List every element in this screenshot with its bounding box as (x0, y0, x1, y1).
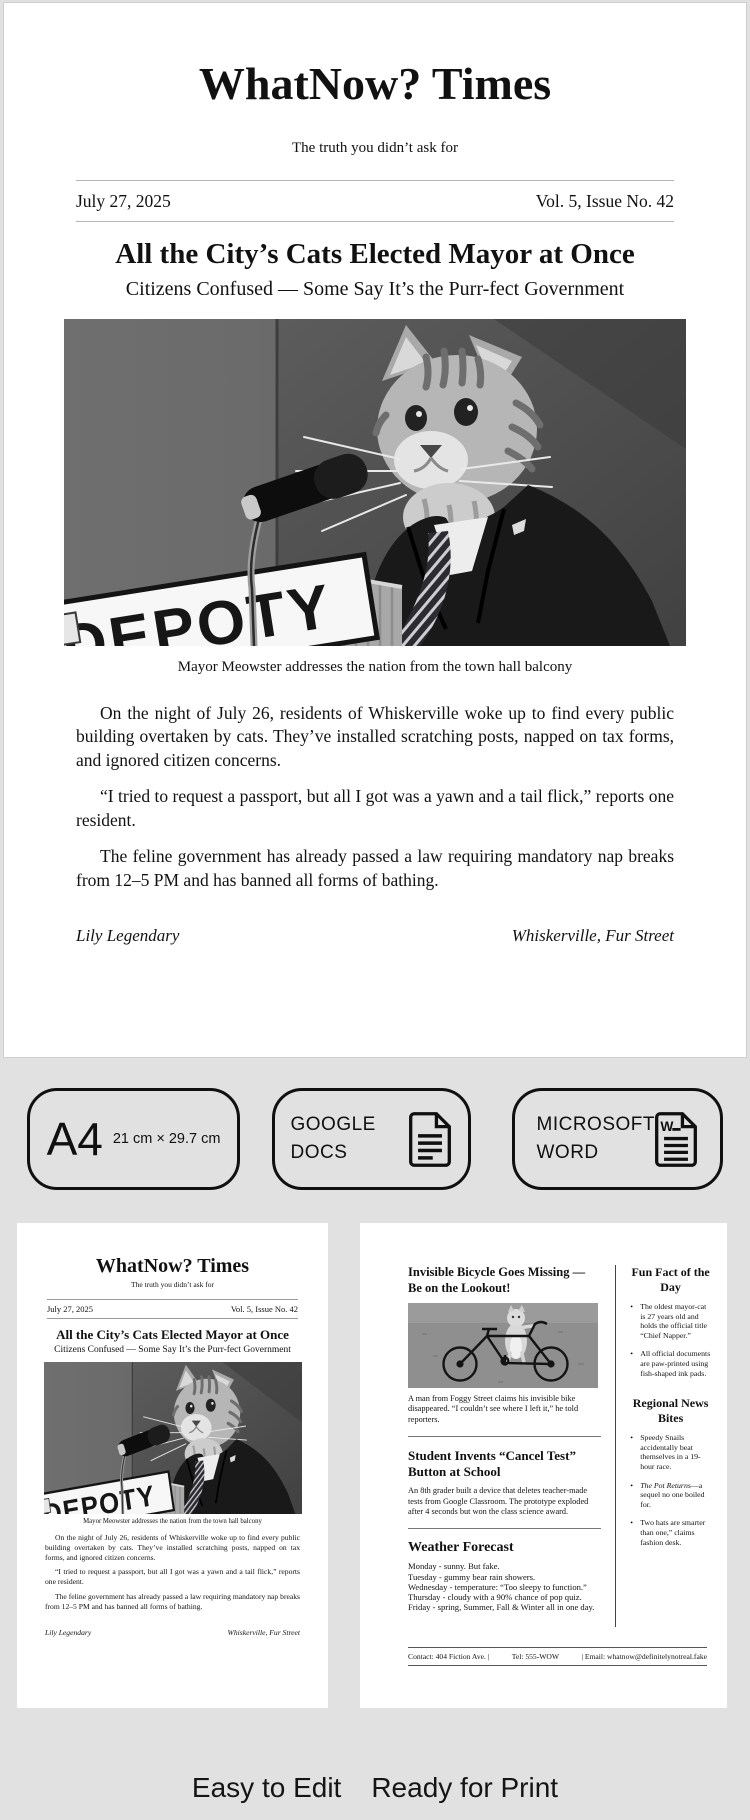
ready-for-print-label: Ready for Print (371, 1772, 559, 1803)
newspaper-front-page (3, 2, 747, 1058)
microsoft-word-icon (653, 1111, 699, 1168)
mini-paragraph: On the night of July 26, residents of Whiskerville woke up to find every public building overtaken by cats. They’ve installed scratching posts, napped on tax forms, and ignored citizen concerns. (45, 1533, 300, 1562)
article-paragraph: On the night of July 26, residents of Whiskerville woke up to find every public building overtaken by cats. They’ve installed scratching posts, napped on tax forms, and ignored citizen concerns. (76, 702, 674, 770)
issue-number: Vol. 5, Issue No. 42 (535, 191, 674, 212)
mini-photo-caption: Mayor Meowster addresses the nation from the town hall balcony (83, 1518, 262, 1525)
weather-title: Weather Forecast (408, 1540, 514, 1556)
badge-google-docs (272, 1088, 471, 1190)
main-headline: All the City’s Cats Elected Mayor at Once (115, 238, 635, 271)
mini-subhead: Citizens Confused — Some Say It’s the Purr-fect Government (54, 1345, 291, 1355)
regional-news-item-rest: —a sequel no one boiled for. (640, 1480, 705, 1509)
mini-article-body (45, 1533, 300, 1612)
weather-line: Tuesday - gummy bear rain showers. (408, 1571, 536, 1582)
google-docs-icon (407, 1111, 453, 1168)
mini-headline: All the City’s Cats Elected Mayor at Once (56, 1327, 289, 1342)
regional-news-title: Regional News Bites (632, 1396, 709, 1425)
article-bicycle-body: A man from Foggy Street claims his invisible bike disappeared. “I couldn’t see where I left it,” he told reporters. (408, 1394, 579, 1424)
divider (76, 221, 674, 222)
masthead-tagline: The truth you didn’t ask for (292, 140, 458, 157)
dateline (76, 191, 674, 212)
article-paragraph: The feline government has already passed a law requiring mandatory nap breaks from 12–5 PM and has banned all forms of bathing. (76, 846, 674, 890)
thumbnail-front-page[interactable] (17, 1223, 328, 1708)
mini-tagline: The truth you didn’t ask for (131, 1280, 214, 1289)
badge-microsoft-word (512, 1088, 723, 1190)
byline-author: Lily Legendary (76, 926, 180, 946)
byline-row (76, 926, 674, 946)
divider (47, 1318, 298, 1319)
google-docs-label: GOOGLE DOCS (290, 1113, 376, 1163)
mini-byline-location: Whiskerville, Fur Street (227, 1627, 300, 1637)
footer-contact: Contact: 404 Fiction Ave. | (408, 1652, 490, 1661)
bicycle-photo (408, 1303, 598, 1388)
mini-issue-date: July 27, 2025 (47, 1304, 94, 1314)
fun-fact-title: Fun Fact of the Day (631, 1265, 710, 1294)
divider (47, 1299, 298, 1300)
mini-masthead: WhatNow? Times (95, 1255, 250, 1277)
easy-to-edit-label: Easy to Edit (191, 1772, 342, 1803)
weather-line: Monday - sunny. But fake. (408, 1561, 500, 1572)
selling-points (0, 1772, 750, 1804)
footer-email: | Email: whatnow@definitelynotreal.fake (581, 1652, 707, 1661)
mini-paragraph: The feline government has already passed a law requiring mandatory nap breaks from 12–5 PM and has banned all forms of bathing. (45, 1591, 300, 1611)
masthead-title: WhatNow? Times (198, 58, 552, 109)
mini-paragraph: “I tried to request a passport, but all I got was a yawn and a tail flick,” reports one resident. (45, 1567, 300, 1587)
mini-byline-author: Lily Legendary (45, 1627, 92, 1637)
regional-news-item: • Speedy Snails accidentally beat themselves in a 19-hour race. (630, 1433, 713, 1471)
fun-fact-item: • All official documents are paw-printed using fish-shaped ink pads. (630, 1349, 713, 1378)
mini-dateline (47, 1304, 298, 1314)
weather-line: Thursday - cloudy with a 90% chance of pop quiz. (408, 1592, 582, 1603)
weather-line: Wednesday - temperature: “Too sleepy to function.” (408, 1581, 587, 1592)
footer-tel: Tel: 555-WOW (511, 1652, 560, 1661)
regional-news-item: • Two hats are smarter than one,” claims fashion desk. (630, 1518, 713, 1547)
weather-forecast (408, 1540, 601, 1612)
a4-dimensions: 21 cm × 29.7 cm (112, 1131, 221, 1147)
mayor-photo (64, 319, 686, 646)
article-student-title: Student Invents “Cancel Test” Button at School (408, 1448, 576, 1480)
page-two-footer (408, 1647, 707, 1666)
article-paragraph: “I tried to request a passport, but all I got was a yawn and a tail flick,” reports one resident. (76, 786, 674, 830)
article-student-body: An 8th grader built a device that deletes teacher-made tests from Google Classroom. The prototype exploded after 4 seconds but won the class science award. (408, 1486, 589, 1517)
regional-news-list (628, 1433, 713, 1547)
page-two-sidebar (616, 1265, 713, 1627)
divider (408, 1436, 601, 1437)
divider (76, 180, 674, 181)
page-two-columns (408, 1265, 713, 1627)
issue-date: July 27, 2025 (76, 191, 171, 212)
weather-line: Friday - spring, Summer, Fall & Winter all in one day. (408, 1602, 595, 1613)
mini-mayor-photo (44, 1362, 302, 1514)
mini-issue-number: Vol. 5, Issue No. 42 (230, 1304, 298, 1314)
a4-label: A4 (46, 1113, 103, 1165)
microsoft-word-label: MICROSOFT WORD (536, 1113, 655, 1163)
divider (408, 1528, 601, 1529)
mini-byline-row (45, 1628, 300, 1637)
regional-news-item (630, 1481, 713, 1510)
page-two-main-column (408, 1265, 615, 1627)
photo-caption: Mayor Meowster addresses the nation from the town hall balcony (177, 658, 573, 675)
article-body (76, 702, 674, 893)
byline-location: Whiskerville, Fur Street (511, 926, 674, 946)
sub-headline: Citizens Confused — Some Say It’s the Purr-fect Government (125, 277, 625, 300)
article-bicycle-title: Invisible Bicycle Goes Missing — Be on the Lookout! (408, 1265, 586, 1295)
regional-news-item-title: The Pot Returns (640, 1480, 691, 1490)
fun-fact-list (628, 1302, 713, 1378)
thumbnail-page-two[interactable] (360, 1223, 727, 1708)
fun-fact-item: • The oldest mayor-cat is 27 years old and holds the official title “Chief Napper.” (630, 1302, 713, 1340)
badge-a4-size (27, 1088, 240, 1190)
